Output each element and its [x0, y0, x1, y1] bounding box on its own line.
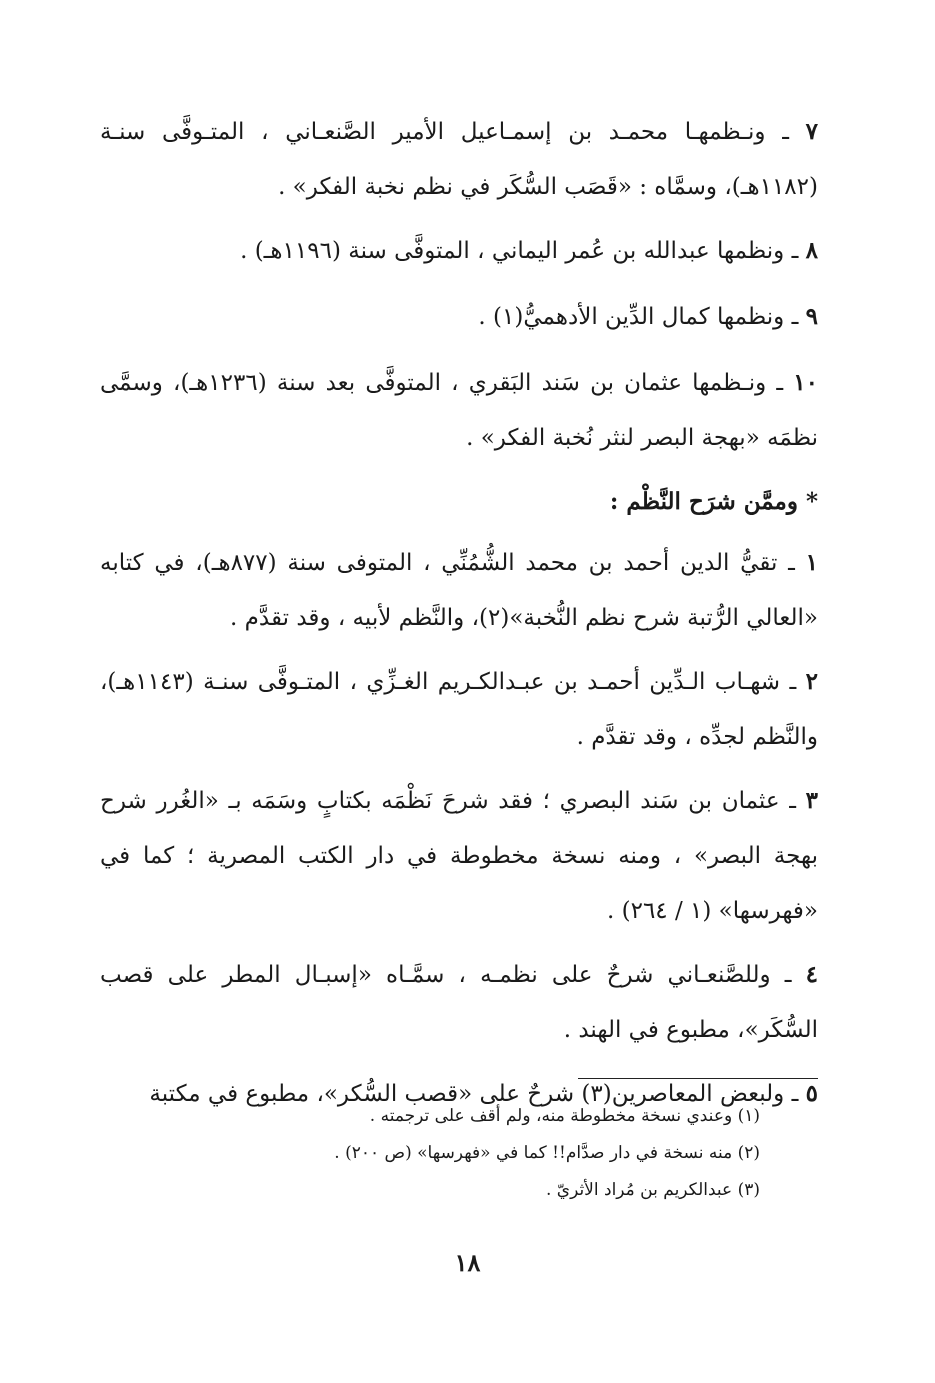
commentary-3	[100, 773, 818, 939]
item-number: ١٠	[793, 369, 819, 396]
item-number: ٩	[805, 303, 818, 330]
item-number: ٣	[805, 787, 818, 814]
item-number: ٢	[805, 668, 818, 695]
footnote-3: (٣) عبدالكريم بن مُراد الأثريّ .	[545, 1180, 760, 1200]
paragraph-10	[100, 355, 818, 466]
item-number: ٨	[805, 237, 818, 264]
commentary-4	[100, 947, 818, 1058]
paragraph-text: ـ ولبعض المعاصرين(٣) شرحٌ على «قصب السُّكر»، مطبوع في مكتبة	[149, 1081, 806, 1107]
footnote-1: (١) وعندي نسخة مخطوطة منه، ولم أقف على ترجمته .	[369, 1106, 760, 1126]
paragraph-8	[100, 223, 818, 279]
section-heading: * وممَّن شرَح النَّظْم :	[609, 488, 818, 515]
paragraph-text: ـ تقيُّ الدين أحمد بن محمد الشُّمُنِّي ، المتوفى سنة (٨٧٧هـ)، في كتابه «العالي الرُّتبة شرح نظم النُّخبة»(٢)، والنَّظم لأبيه ، وقد تقدَّم .	[100, 550, 818, 631]
item-number: ٤	[805, 961, 818, 988]
commentary-2	[100, 654, 818, 765]
main-text	[100, 104, 818, 1130]
paragraph-text: ـ وللصَّنعـاني شرحٌ على نظمـه ، سمَّـاه «إسبـال المطر على قصب السُّكَر»، مطبوع في الهند .	[100, 962, 818, 1043]
page-number: ١٨	[454, 1248, 481, 1277]
paragraph-9	[100, 289, 818, 345]
paragraph-text: ـ ونـظمهـا محمـد بن إسمـاعيل الأمير الصَّنعـاني ، المتـوفَّى سنـة (١١٨٢هـ)، وسمَّاه : «قَصَب السُّكَر في نظم نخبة الفكر» .	[100, 119, 818, 200]
commentary-1	[100, 535, 818, 646]
paragraph-text: ـ ونظمها عبدالله بن عُمر اليماني ، المتوفَّى سنة (١١٩٦هـ) .	[240, 238, 806, 264]
paragraph-text: ـ شهـاب الـدِّين أحمـد بن عبـدالكـريم الغـزِّي ، المتـوفَّى سنـة (١١٤٣هـ)، والنَّظم لجدِّه ، وقد تقدَّم .	[100, 669, 818, 750]
paragraph-text: ـ ونظمها كمال الدِّين الأدهميُّ(١) .	[478, 304, 806, 330]
footnote-divider	[578, 1078, 818, 1079]
paragraph-7	[100, 104, 818, 215]
paragraph-text: ـ عثمان بن سَند البصري ؛ فقد شرحَ نَظْمَه بكتابٍ وسَمَه بـ «الغُرر شرح بهجة البصر» ، ومنه نسخة مخطوطة في دار الكتب المصرية ؛ كما في «فهرسها» (١ / ٢٦٤) .	[100, 788, 818, 924]
item-number: ٥	[805, 1080, 818, 1107]
footnotes	[100, 1098, 760, 1209]
footnote-2: (٢) منه نسخة في دار صدَّام!! كما في «فهرسها» (ص ٢٠٠) .	[334, 1143, 760, 1163]
item-number: ٧	[805, 118, 818, 145]
item-number: ١	[805, 549, 818, 576]
paragraph-text: ـ ونـظمها عثمان بن سَند البَقري ، المتوفَّى بعد سنة (١٢٣٦هـ)، وسمَّى نظمَه «بهجة البصر لنثر نُخبة الفكر» .	[100, 370, 818, 451]
